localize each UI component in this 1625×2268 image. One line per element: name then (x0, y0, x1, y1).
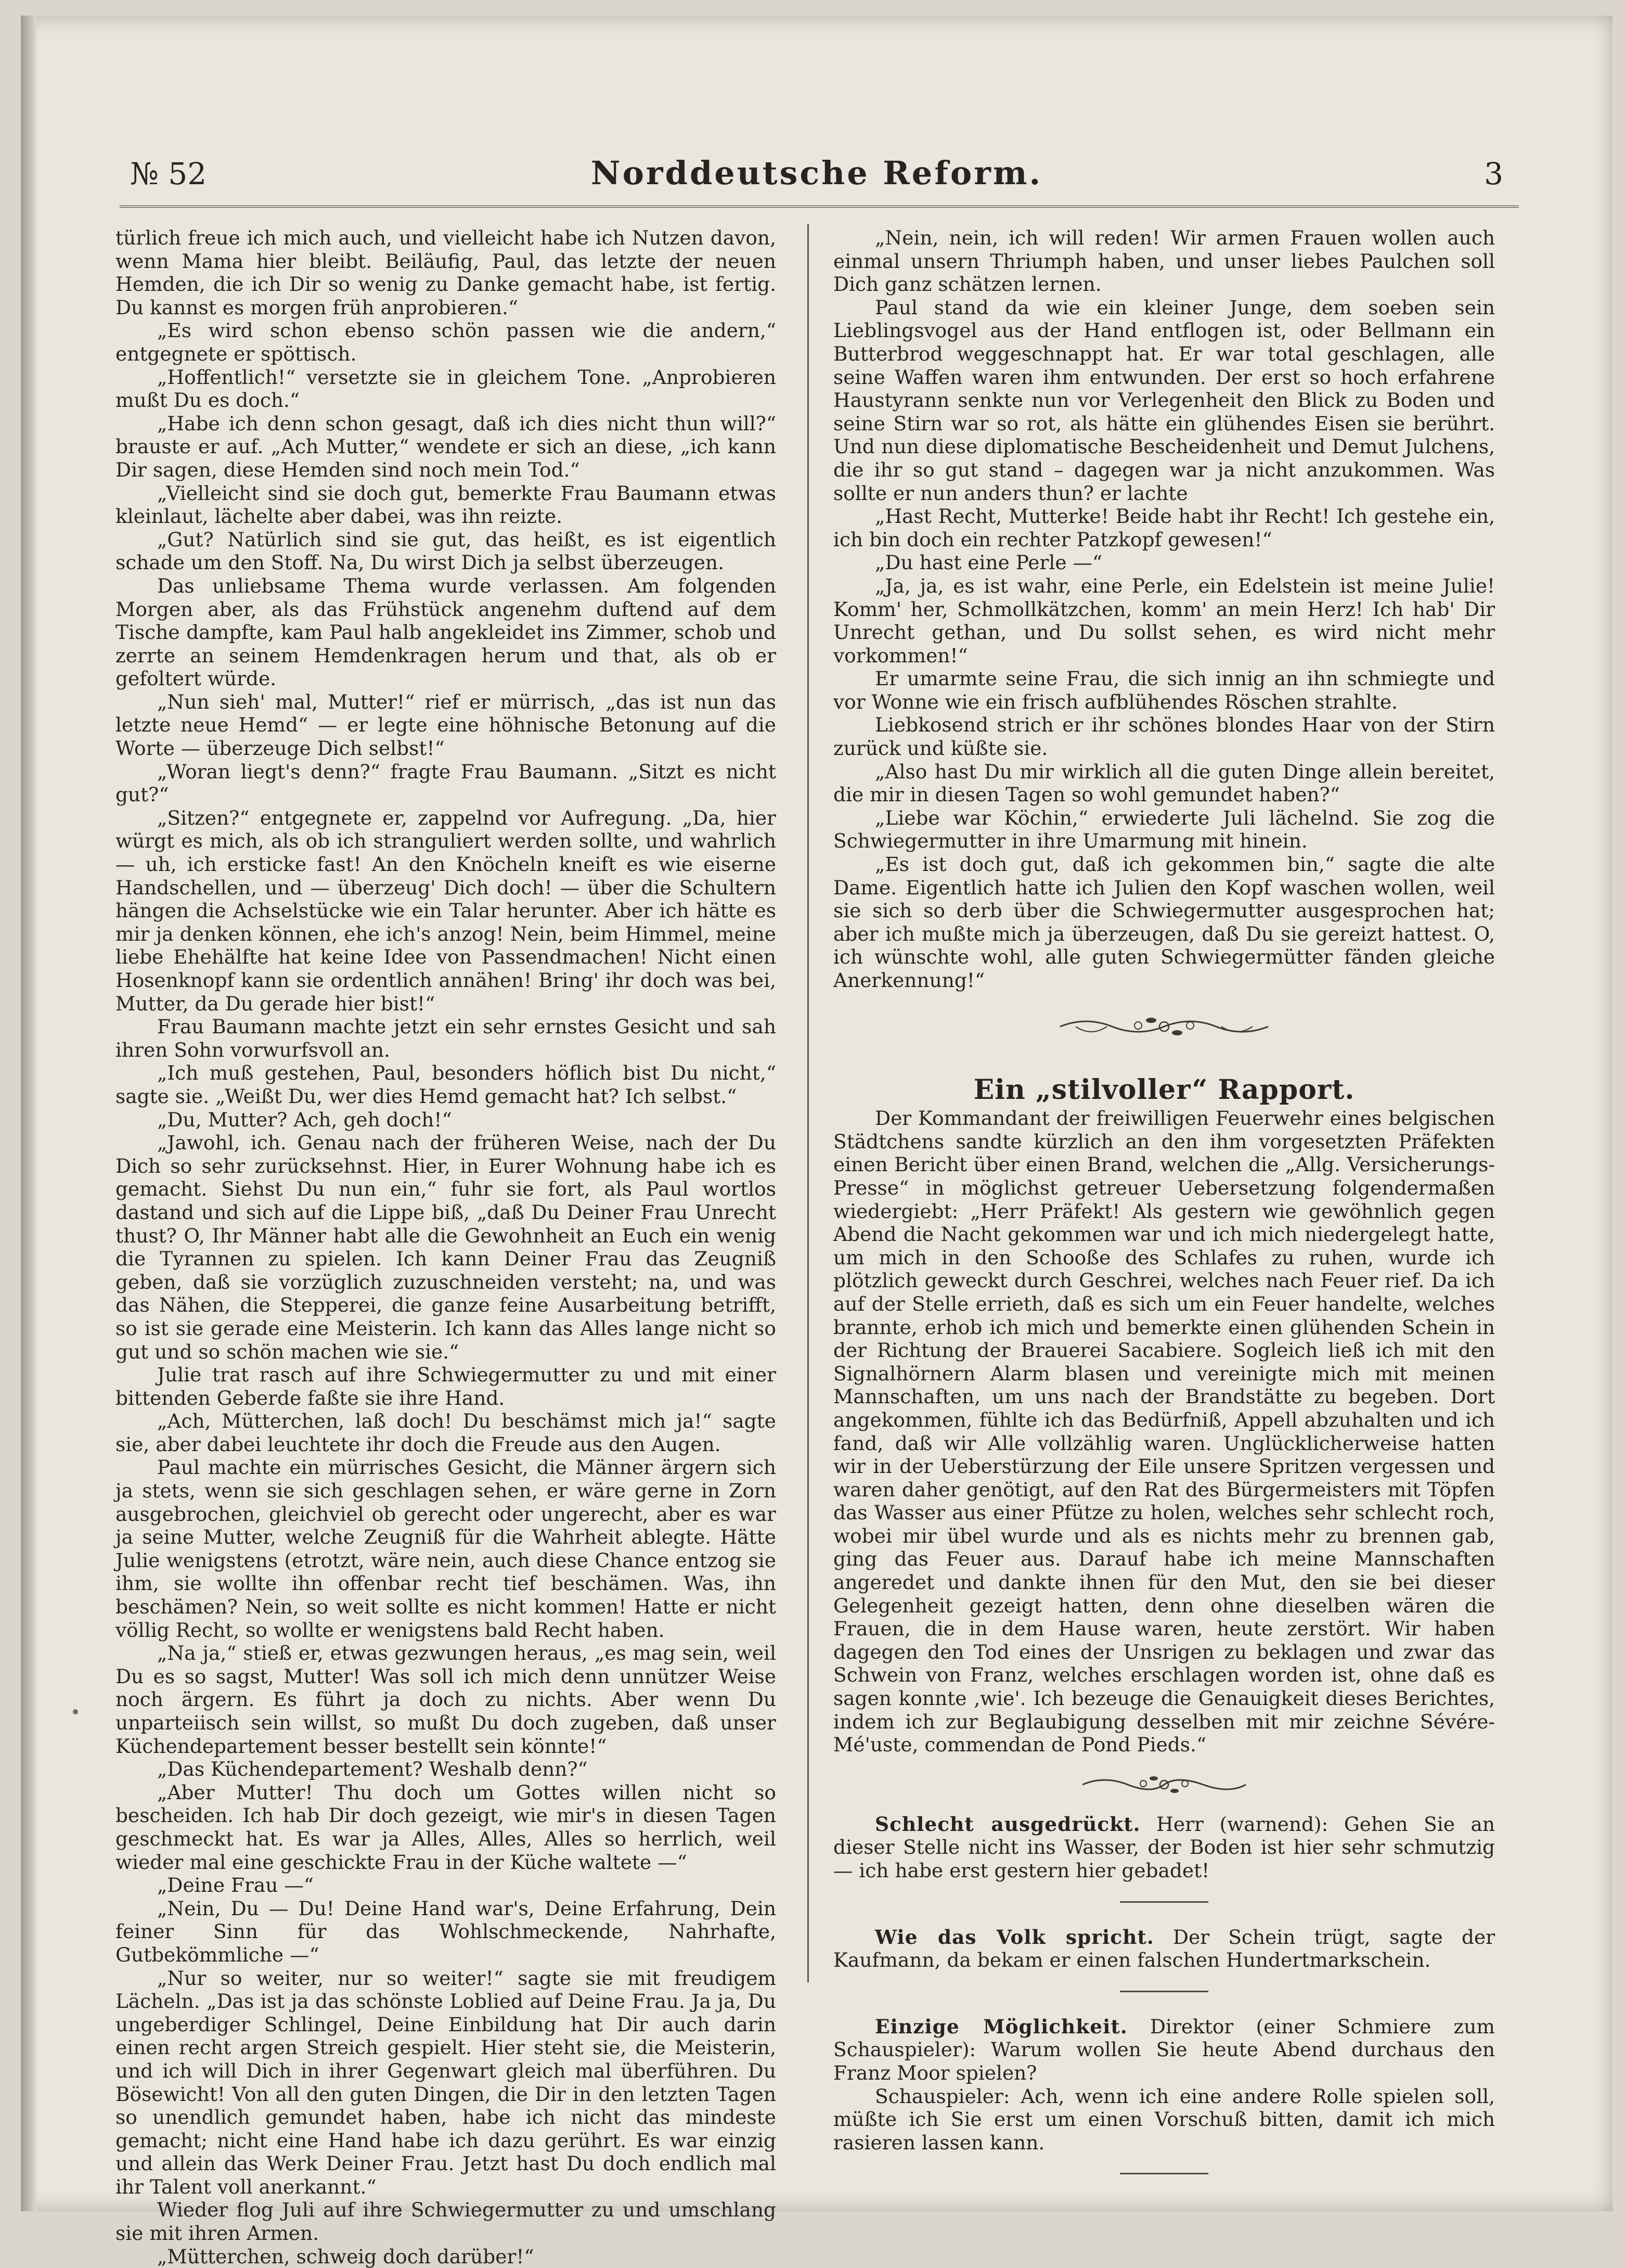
separator-rule (1120, 1901, 1208, 1903)
paragraph: „Ich muß gestehen, Paul, besonders höflich bist Du nicht,“ sagte sie. „Weißt Du, wer dies Hemd gemacht hat? Ich selbst.“ (115, 1061, 776, 1108)
paragraph: Paul stand da wie ein kleiner Junge, dem soeben sein Lieblingsvogel aus der Hand entflogen ist, oder Bellmann ein Butterbrod weggeschnappt hat. Er war total geschlagen, alle seine Waffen waren ihm entwunden. Der erst so hoch erfahrene Haustyrann senkte nun vor Verlegenheit den Blick zu Boden und seine Stirn war so rot, als hätte ein glühendes Eisen sie berührt. Und nun diese diplomatische Bescheidenheit und Demut Julchens, die ihr so gut stand – dagegen war ja nicht anzukommen. Was sollte er nun anders thun? er lachte (833, 296, 1495, 505)
joke-text: Der Schein trügt, sagte der Kaufmann, da bekam er einen falschen Hundertmarkschein. (833, 1925, 1495, 1972)
paragraph: „Na ja,“ stieß er, etwas gezwungen heraus, „es mag sein, weil Du es so sagst, Mutter! Was soll ich mich denn unnützer Weise noch ärgern. Es führt ja doch zu nichts. Aber wenn Du unparteiisch sein willst, so mußt Du doch zugeben, daß unser Küchendepartement besser bestellt sein könnte!“ (115, 1642, 776, 1758)
paragraph: „Es wird schon ebenso schön passen wie die andern,“ entgegnete er spöttisch. (115, 319, 776, 365)
paragraph: „Nein, nein, ich will reden! Wir armen Frauen wollen auch einmal unsern Thriumph haben, und unser liebes Paulchen soll Dich ganz schätzen lernen. (833, 226, 1495, 296)
paragraph: „Gut? Natürlich sind sie gut, das heißt, es ist eigentlich schade um den Stoff. Na, Du wirst Dich ja selbst überzeugen. (115, 528, 776, 574)
joke-paragraph (833, 2015, 1495, 2085)
header-rule (120, 206, 1519, 208)
paragraph: „Du, Mutter? Ach, geh doch!“ (157, 1108, 452, 1131)
right-column (833, 226, 1495, 2197)
paragraph: „Das Küchendepartement? Weshalb denn?“ (157, 1758, 588, 1781)
page-number: 3 (1484, 156, 1503, 191)
paragraph: Er umarmte seine Frau, die sich innig an ihn schmiegte und vor Wonne wie ein frisch aufblühendes Röschen strahlte. (833, 667, 1495, 713)
paragraph: „Aber Mutter! Thu doch um Gottes willen nicht so bescheiden. Ich hab Dir doch gezeigt, wie mir's in diesen Tagen geschmeckt hat. Es war ja Alles, Alles, Alles so herrlich, weil wieder mal eine geschickte Frau in der Küche waltete —“ (115, 1780, 776, 1874)
binding-hole-mark (73, 1709, 78, 1714)
paragraph: „Nein, Du — Du! Deine Hand war's, Deine Erfahrung, Dein feiner Sinn für das Wohlschmeckende, Nahrhafte, Gutbekömmliche —“ (115, 1897, 776, 1966)
paragraph: „Liebe war Köchin,“ erwiederte Juli lächelnd. Sie zog die Schwiegermutter in ihre Umarmung mit hinein. (833, 806, 1495, 853)
column-divider (807, 224, 809, 1982)
article-text: Der Kommandant der freiwilligen Feuerwehr eines belgischen Städtchens sandte kürzlich an den ihm vorgesetzten Präfekten einen Bericht über einen Brand, welchen die „Allg. Versicherungs-Presse“ in möglichst getreuer Uebersetzung folgendermaßen wiedergiebt: „Herr Präfekt! Als gestern wie gewöhnlich gegen Abend die Nacht gekommen war und ich mich niedergelegt hatte, um mich in den Schooße des Schlafes zu ruhen, wurde ich plötzlich geweckt durch Geschrei, welches nach Feuer rief. Da ich auf der Stelle errieth, daß es sich um ein Feuer handelte, welches brannte, erhob ich mich und bemerkte einen glühenden Schein in der Richtung der Brauerei Sacabiere. Sogleich ließ ich mit den Signalhörnern Alarm blasen und vereinigte mich mit meinen Mannschaften, um uns nach der Brandstätte zu begeben. Dort angekommen, fühlte ich das Bedürfniß, Appell abzuhalten und ich fand, daß wir Alle vollzählig waren. Unglücklicherweise hatten wir in der Ueberstürzung der Eile unsere Spritzen vergessen und waren daher genötigt, auf den Rat des Bürgermeisters mit Töpfen das Wasser aus einer Pfütze zu holen, welches sehr schlecht roch, wobei mir übel wurde und als es nichts mehr zu brennen gab, ging das Feuer aus. Darauf habe ich meine Mannschaften angeredet und dankte ihnen für den Mut, den sie bei dieser Gelegenheit gezeigt hatten, denn ohne dieselben wären die Frauen, die in dem Hause waren, heute zerstört. Wir haben dagegen den Tod eines der Unsrigen zu beklagen und zwar das Schwein von Franz, welches erschlagen worden ist, ohne daß es sagen konnte ‚wie'. Ich bezeuge die Genauigkeit dieses Berichtes, indem ich zur Beglaubigung desselben mit mir zeichne Sévére-Mé'uste, commendan de Pond Pieds.“ (833, 1107, 1495, 1757)
paragraph: „Ja, ja, es ist wahr, eine Perle, ein Edelstein ist meine Julie! Komm' her, Schmollkätzchen, komm' an mein Herz! Ich hab' Dir Unrecht gethan, und Du sollst sehen, es wird nicht mehr vorkommen!“ (833, 574, 1495, 667)
paragraph: „Habe ich denn schon gesagt, daß ich dies nicht thun will?“ brauste er auf. „Ach Mutter,“ wendete er sich an diese, „ich kann Dir sagen, diese Hemden sind noch mein Tod.“ (115, 412, 776, 481)
joke-paragraph: Schauspieler: Ach, wenn ich eine andere Rolle spielen soll, müßte ich Sie erst um einen Vorschuß bitten, damit ich mich rasieren lassen kann. (833, 2084, 1495, 2154)
joke-title: Wie das Volk spricht. (875, 1925, 1154, 1949)
paragraph: Frau Baumann machte jetzt ein sehr ernstes Gesicht und sah ihren Sohn vorwurfsvoll an. (115, 1015, 776, 1061)
paragraph: Wieder flog Juli auf ihre Schwiegermutter zu und umschlang sie mit ihren Armen. (115, 2198, 776, 2245)
paragraph: „Nun sieh' mal, Mutter!“ rief er mürrisch, „das ist nun das letzte neue Hemd“ — er legte eine höhnische Betonung auf die Worte — überzeuge Dich selbst!“ (115, 690, 776, 760)
paragraph: Paul machte ein mürrisches Gesicht, die Männer ärgern sich ja stets, wenn sie sich geschlagen sehen, er wäre gerne in Zorn ausgebrochen, gleichviel ob gerecht oder ungerecht, aber es war ja seine Mutter, welche Zeugniß für die Wahrheit ablegte. Hätte Julie wenigstens (etrotzt, wäre nein, auch diese Chance entzog sie ihm, sie wollte ihn offenbar recht tief beschämen. Was, ihn beschämen? Nein, so weit sollte es nicht kommen! Hatte er nicht völlig Recht, so wollte er wenigstens bald Recht haben. (115, 1456, 776, 1642)
paragraph: „Jawohl, ich. Genau nach der früheren Weise, nach der Du Dich so sehr zurücksehnst. Hier, in Eurer Wohnung habe ich es gemacht. Siehst Du nun ein,“ fuhr sie fort, als Paul wortlos dastand und sich auf die Lippe biß, „daß Du Deiner Frau Unrecht thust? O, Ihr Männer habt alle die Gewohnheit an Euch ein wenig die Tyrannen zu spielen. Ich kann Deiner Frau das Zeugniß geben, daß sie vorzüglich zuzuschneiden versteht; na, und was das Nähen, die Stepperei, die ganze feine Ausarbeitung betrifft, so ist sie gerade eine Meisterin. Ich kann das Alles lange nicht so gut und so schön machen wie sie.“ (115, 1131, 776, 1363)
masthead-title: Norddeutsche Reform. (590, 154, 1043, 192)
paragraph: „Hoffentlich!“ versetzte sie in gleichem Tone. „Anprobieren mußt Du es doch.“ (115, 365, 776, 412)
paragraph: türlich freue ich mich auch, und vielleicht habe ich Nutzen davon, wenn Mama hier bleibt. Beiläufig, Paul, das letzte der neuen Hemden, die ich Dir so wenig zu Danke gemacht habe, ist fertig. Du kannst es morgen früh anprobieren.“ (115, 226, 776, 319)
paragraph: „Deine Frau —“ (157, 1874, 314, 1897)
paragraph: „Mütterchen, schweig doch darüber!“ (157, 2245, 534, 2268)
joke-title: Schlecht ausgedrückt. (875, 1812, 1141, 1836)
paragraph: „Also hast Du mir wirklich all die guten Dinge allein bereitet, die mir in diesen Tagen so wohl gemundet haben?“ (833, 760, 1495, 806)
issue-number: № 52 (130, 156, 207, 191)
page-header (130, 156, 1503, 198)
joke-text: Direktor (einer Schmiere zum Schauspieler): Warum wollen Sie heute Abend durchaus den Franz Moor spielen? (833, 2015, 1495, 2084)
paragraph: „Ach, Mütterchen, laß doch! Du beschämst mich ja!“ sagte sie, aber dabei leuchtete ihr doch die Freude aus den Augen. (115, 1410, 776, 1456)
left-column (115, 226, 776, 2268)
separator-rule (1120, 1991, 1208, 1992)
joke-paragraph (833, 1813, 1495, 1882)
separator-rule (1120, 2173, 1208, 2174)
paragraph: „Nur so weiter, nur so weiter!“ sagte sie mit freudigem Lächeln. „Das ist ja das schönste Loblied auf Deine Frau. Ja ja, Du ungeberdiger Schlingel, Deine Einbildung hat Dir auch darin einen recht argen Streich gespielt. Hier steht sie, die Meisterin, und ich will Dich in ihrer Gegenwart gleich mal überführen. Du Bösewicht! Von all den guten Dingen, die Dir in den letzten Tagen so unendlich gemundet haben, habe ich nicht das mindeste gemacht; nicht eine Hand habe ich dazu gerührt. Es war einzig und allein das Werk Deiner Frau. Jetzt hast Du doch endlich mal ihr Talent voll anerkannt.“ (115, 1966, 776, 2198)
paragraph: Julie trat rasch auf ihre Schwiegermutter zu und mit einer bittenden Geberde faßte sie ihre Hand. (115, 1363, 776, 1410)
joke-title: Einzige Möglichkeit. (875, 2015, 1128, 2038)
joke-paragraph (833, 1926, 1495, 1972)
floral-ornament (1078, 1771, 1250, 1798)
newspaper-page (21, 16, 1613, 2268)
paragraph: „Woran liegt's denn?“ fragte Frau Baumann. „Sitzt es nicht gut?“ (115, 760, 776, 806)
paragraph: „Vielleicht sind sie doch gut, bemerkte Frau Baumann etwas kleinlaut, lächelte aber dabei, was ihn reizte. (115, 481, 776, 528)
paragraph: „Du hast eine Perle —“ (875, 551, 1103, 574)
paragraph: „Es ist doch gut, daß ich gekommen bin,“ sagte die alte Dame. Eigentlich hatte ich Julien den Kopf waschen wollen, weil sie sich so derb über die Schwiegermutter ausgesprochen hat; aber ich mußte mich ja überzeugen, daß Du sie gereizt hattest. O, ich wünschte wohl, alle guten Schwiegermütter fänden gleiche Anerkennung!“ (833, 853, 1495, 992)
paragraph: „Sitzen?“ entgegnete er, zappelnd vor Aufregung. „Da, hier würgt es mich, als ob ich stranguliert werden sollte, und wahrlich — uh, ich erstickе fast! An den Knöcheln kneift es wie eiserne Handschellen, und — überzeug' Dich doch! — über die Schultern hängen die Achselstücke wie ein Talar herunter. Aber ich hätte es mir ja denken können, ehe ich's anzog! Nein, beim Himmel, meine liebe Ehehälfte hat keine Idee von Passendmachen! Nicht einen Hosenknopf kann sie ordentlich annähen! Bring' ihr doch was bei, Mutter, da Du gerade hier bist!“ (115, 806, 776, 1015)
article-heading: Ein „stilvoller“ Rapport. (973, 1073, 1355, 1106)
paragraph: „Hast Recht, Mutterke! Beide habt ihr Recht! Ich gestehe ein, ich bin doch ein rechter Patzkopf gewesen!“ (833, 505, 1495, 551)
paragraph: Liebkosend strich er ihr schönes blondes Haar von der Stirn zurück und küßte sie. (833, 713, 1495, 760)
floral-ornament (1055, 1011, 1273, 1042)
paragraph: Das unliebsame Thema wurde verlassen. Am folgenden Morgen aber, als das Frühstück angenehm duftend auf dem Tische dampfte, kam Paul halb angekleidet ins Zimmer, schob und zerrte an seinem Hemdenkragen herum und that, als ob er gefoltert würde. (115, 574, 776, 690)
joke-text: Herr (warnend): Gehen Sie an dieser Stelle nicht ins Wasser, der Boden ist hier sehr schmutzig — ich habe erst gestern hier gebadet! (833, 1812, 1495, 1882)
